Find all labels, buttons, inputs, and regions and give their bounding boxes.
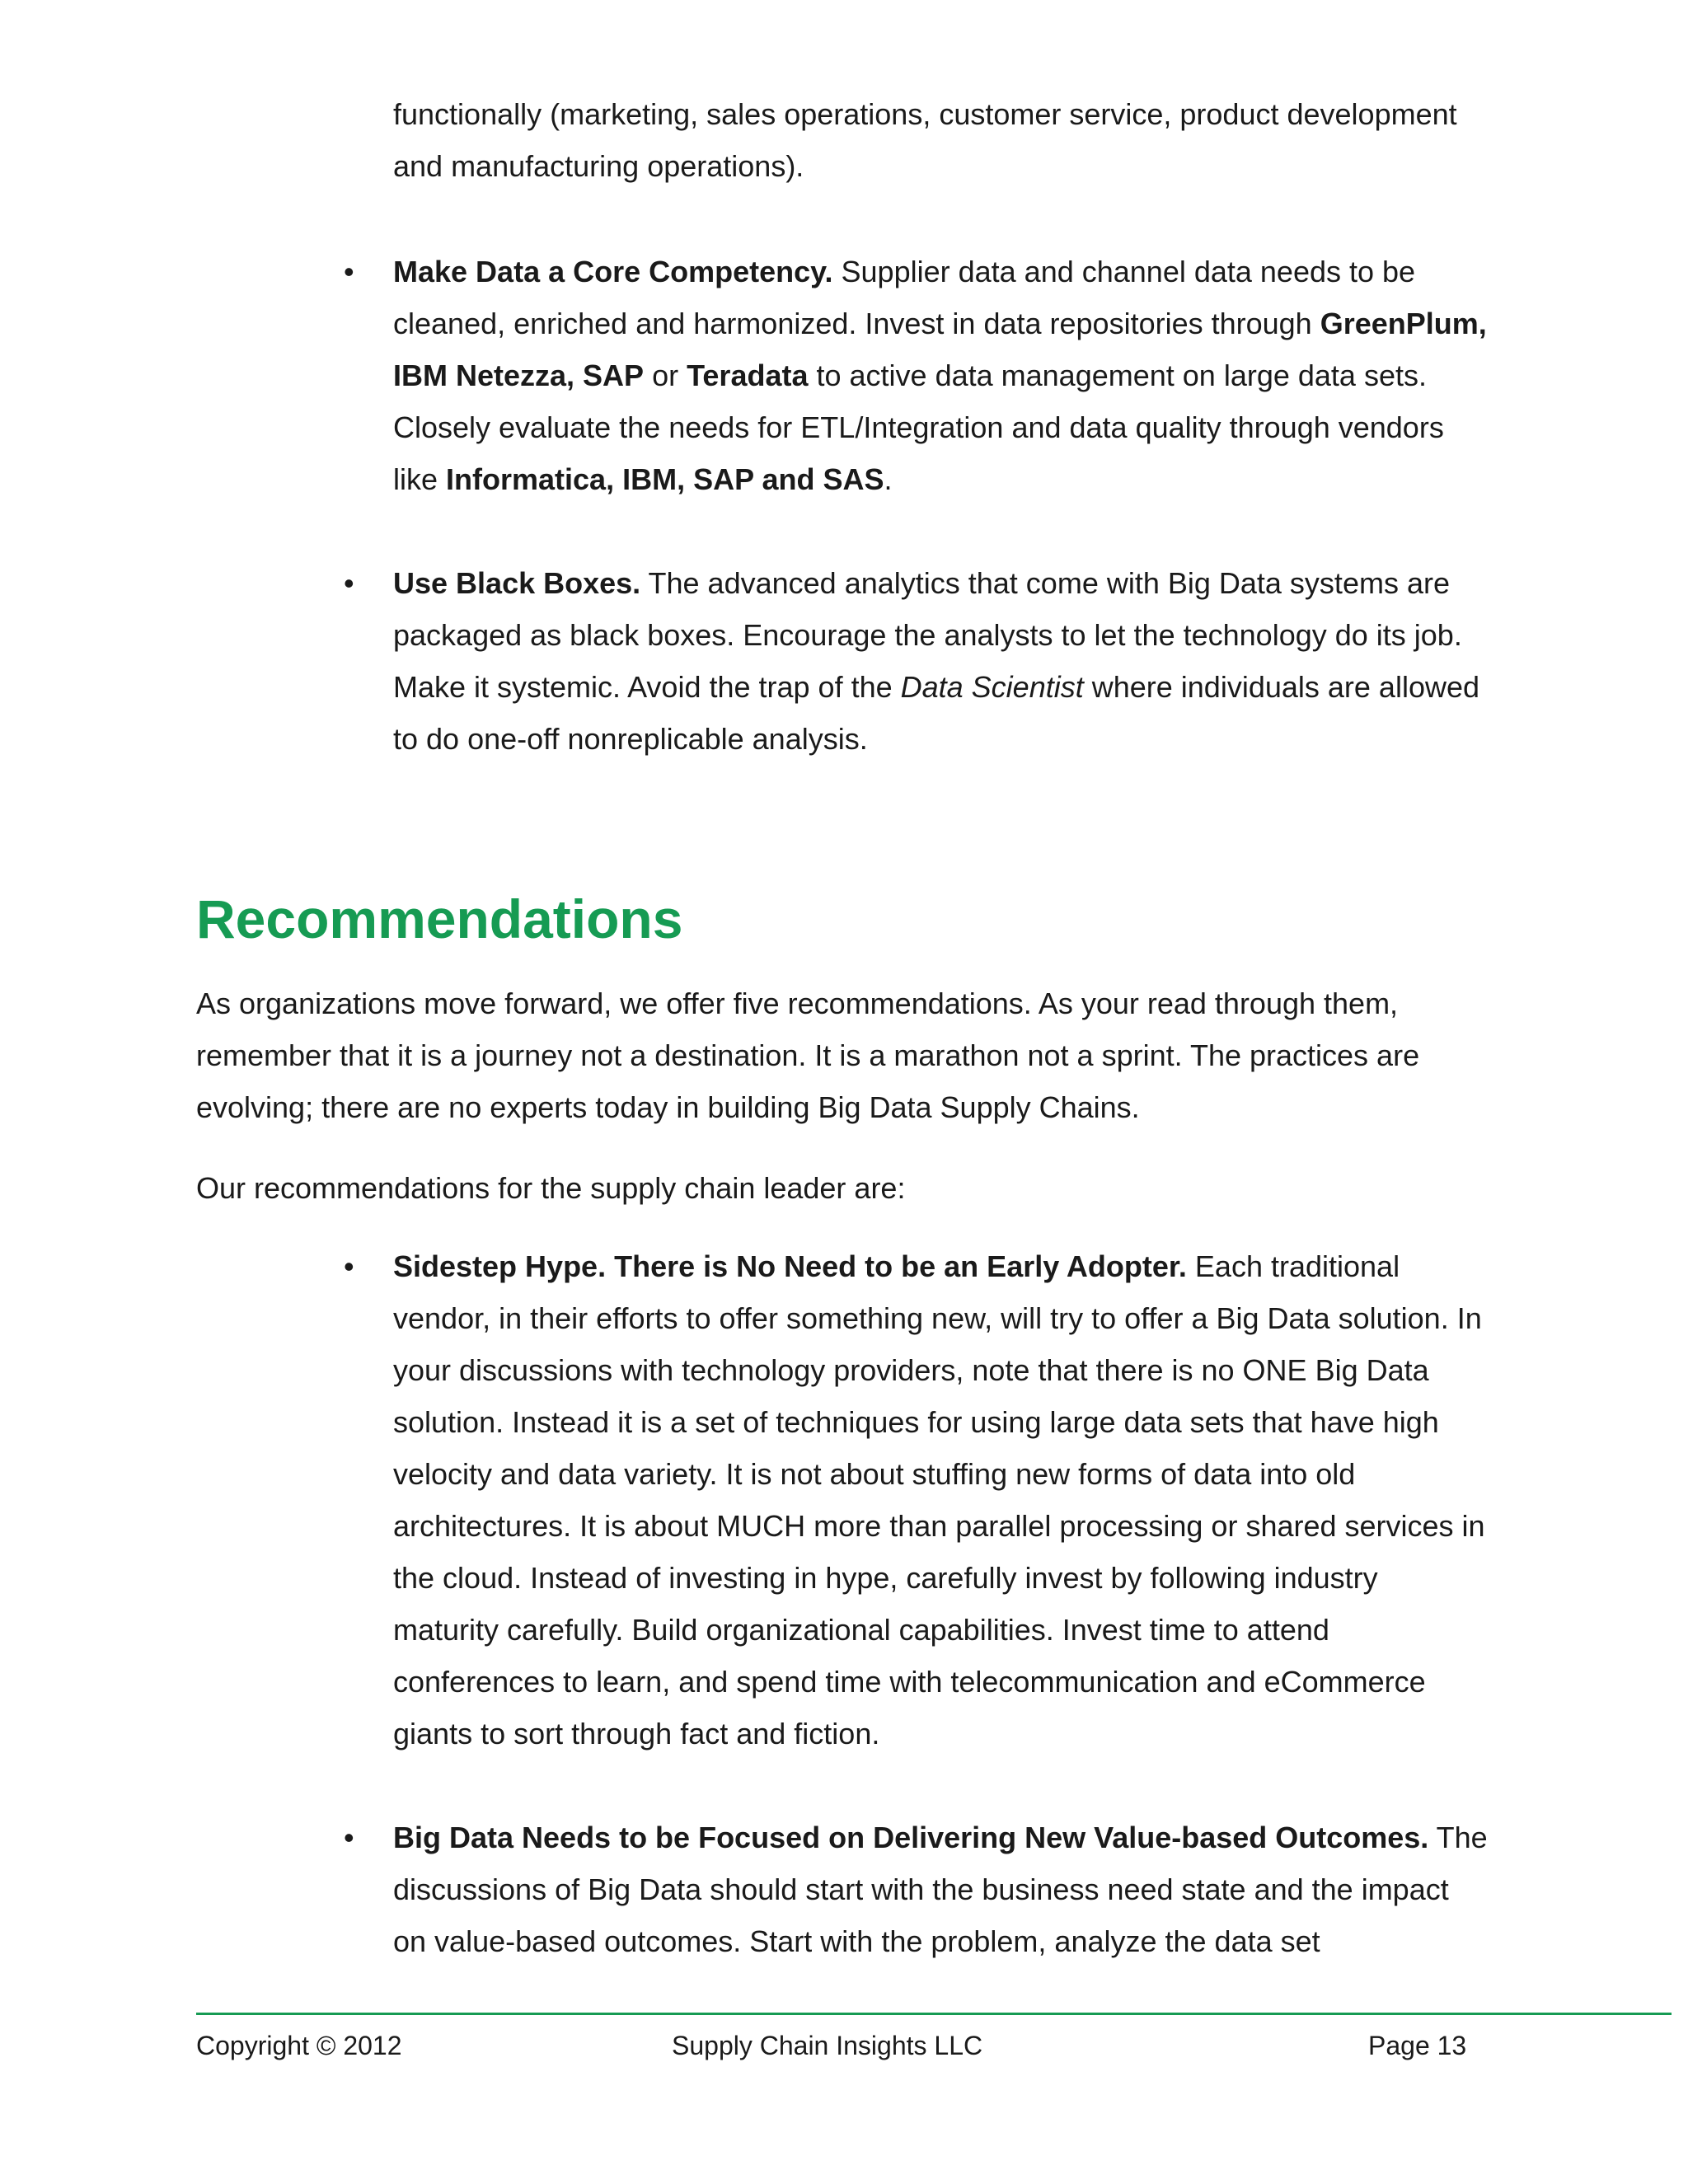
footer-company: Supply Chain Insights LLC (672, 2031, 983, 2060)
footer-divider (196, 2013, 1672, 2015)
lead-paragraph (196, 1162, 1515, 1214)
paragraph-text: As organizations move forward, we offer five recommendations. As your read through them, remember that it is a journey not a destination. It is a marathon not a sprint. The practices are evolving; there are no experts today in building Big Data Supply Chains. (196, 987, 1420, 1124)
bullet-text: Sidestep Hype. There is No Need to be an Early Adopter. Each traditional vendor, in their efforts to offer something new, will try to offer a Big Data solution. In your discussions with technology providers, note that there is no ONE Big Data solution. Instead it is a set of techniques for using large data sets that have high velocity and data variety. It is not about stuffing new forms of data into old architectures. It is about MUCH more than parallel processing or shared services in the cloud. Instead of investing in hype, carefully invest by following industry maturity carefully. Build organizational capabilities. Invest time to attend conferences to learn, and spend time with telecommunication and eCommerce giants to sort through fact and fiction. (393, 1249, 1485, 1750)
vendor-names: Teradata (687, 359, 809, 392)
bullet-icon: • (344, 255, 354, 288)
vendor-names: Informatica, IBM, SAP and SAS (446, 462, 884, 496)
paragraph-text: Our recommendations for the supply chain leader are: (196, 1171, 906, 1205)
continuation-line: functionally (marketing, sales operations, customer service, product development (393, 97, 1457, 131)
intro-paragraph (196, 977, 1515, 1133)
bullet-icon: • (344, 1249, 354, 1283)
section-heading: Recommendations (196, 888, 683, 949)
bullet-text: Use Black Boxes. The advanced analytics that come with Big Data systems are packaged as black boxes. Encourage the analysts to let the technology do its job. Make it systemic. Avoid the trap of the Data Scientist where individuals are allowed to do one-off nonreplicable analysis. (393, 566, 1480, 756)
list-item (344, 557, 1489, 765)
footer-page-number: Page 13 (1368, 2031, 1467, 2060)
continuation-paragraph (393, 88, 1489, 192)
footer-copyright: Copyright © 2012 (196, 2031, 402, 2060)
bullet-text: Big Data Needs to be Focused on Delivering New Value-based Outcomes. The discussions of Big Data should start with the business need state and the impact on value-based outcomes. Start with the problem, analyze the data set (393, 1821, 1488, 1958)
list-item (344, 1240, 1489, 1760)
bullet-title: Big Data Needs to be Focused on Delivering New Value-based Outcomes. (393, 1821, 1429, 1854)
bullet-icon: • (344, 1821, 354, 1854)
bullet-title: Sidestep Hype. There is No Need to be an Early Adopter. (393, 1249, 1187, 1283)
bullet-title: Make Data a Core Competency. (393, 255, 833, 288)
bullet-icon: • (344, 566, 354, 600)
bullet-text: Make Data a Core Competency. Supplier data and channel data needs to be cleaned, enriched and harmonized. Invest in data repositories through GreenPlum, IBM Netezza, SAP or Teradata to active data management on large data sets. Closely evaluate the needs for ETL/Integration and data quality through vendors like Informatica, IBM, SAP and SAS. (393, 255, 1487, 496)
list-item (344, 1811, 1489, 1967)
continuation-line: and manufacturing operations). (393, 149, 804, 183)
list-item (344, 246, 1489, 505)
vendor-names: GreenPlum, IBM Netezza, SAP (393, 307, 1487, 392)
bullet-title: Use Black Boxes. (393, 566, 641, 600)
italic-term: Data Scientist (900, 670, 1084, 704)
